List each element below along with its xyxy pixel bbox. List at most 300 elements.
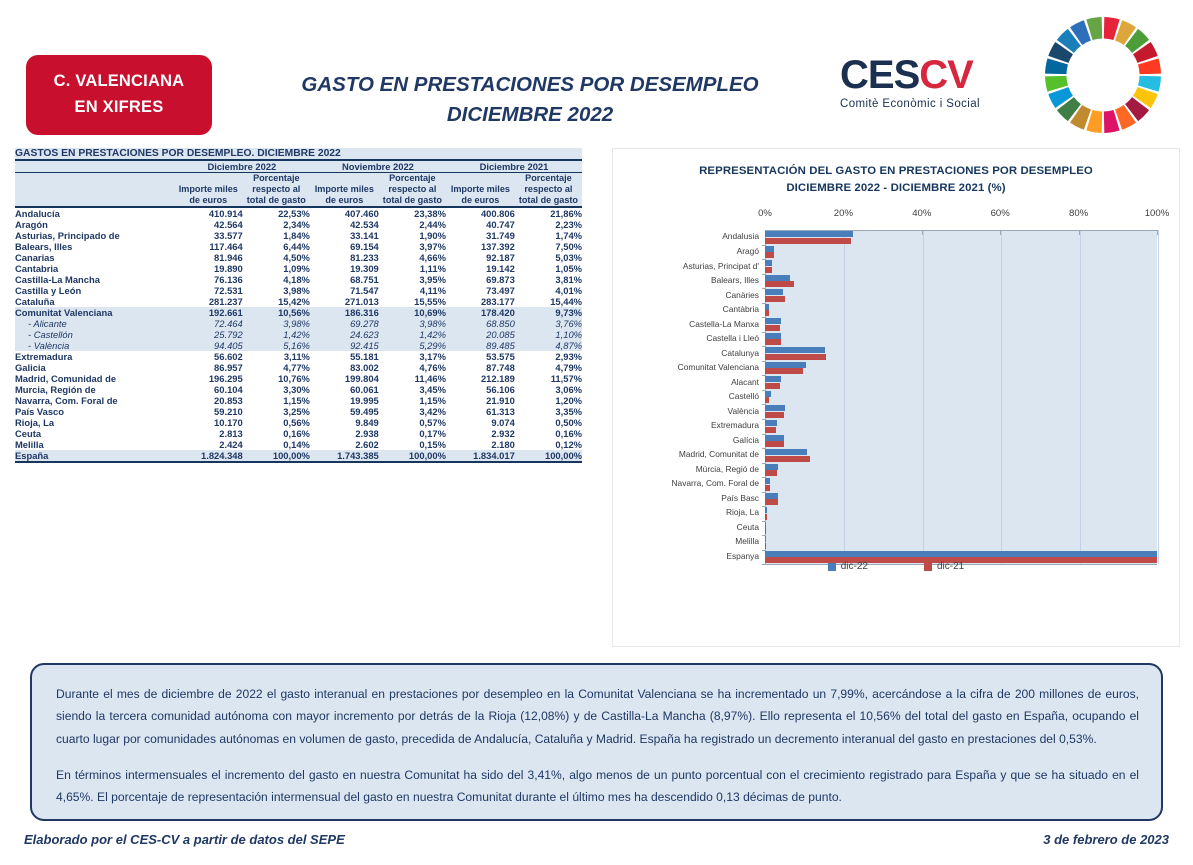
commentary-paragraph-1: Durante el mes de diciembre de 2022 el gasto interanual en prestaciones por desempleo en la Comunitat Valenciana se ha incrementado un 7,99%, acercándose a la cifra de 200 millones de euros, siendo la tercera comunidad autónoma con mayor incremento por detrás de la Rioja (12,08%) y de Castilla-La Mancha (8,97%). Ello representa el 10,56% del total del gasto en España, ocupando el cuarto lugar por comunidades autónomas en volumen de gasto, precedida de Andalucía, Cataluña y Madrid. España ha registrado un decremento interanual del gasto en prestaciones del 0,53%.: [56, 687, 1139, 746]
row-amount: 59.210: [214, 406, 243, 418]
table-row: [15, 417, 582, 428]
chart-bar[interactable]: [765, 252, 774, 258]
row-percentage: 3,76%: [515, 318, 582, 329]
group-header-dic-2021: Diciembre 2021: [446, 160, 582, 173]
row-amount: 20.853: [214, 395, 243, 407]
chart-bar[interactable]: [765, 470, 777, 476]
row-label: Balears, Illes: [15, 241, 73, 253]
chart-bar[interactable]: [765, 536, 766, 542]
row-percentage: 4,50%: [283, 252, 310, 264]
row-percentage: 3,25%: [283, 406, 310, 418]
row-percentage: 11,46%: [414, 373, 446, 385]
row-percentage: 1,11%: [419, 263, 446, 275]
badge-line-2: EN XIFRES: [74, 98, 164, 116]
y-category-label: Navarra, Com. Foral de: [671, 478, 759, 489]
y-category-label: Cantàbria: [722, 304, 759, 315]
chart-bar[interactable]: [765, 478, 770, 484]
table-row: [15, 384, 582, 395]
table-row: [15, 307, 582, 318]
y-category-label: Andalusia: [722, 231, 759, 242]
row-label: País Vasco: [15, 406, 64, 418]
row-amount: 1.743.385: [310, 450, 379, 462]
chart-bar[interactable]: [765, 397, 769, 403]
y-category-label: Canàries: [725, 289, 759, 300]
table-row: [15, 274, 582, 285]
row-label: España: [15, 450, 174, 462]
row-percentage: 4,77%: [283, 362, 310, 374]
table-row: [15, 207, 582, 219]
row-label: Castilla-La Mancha: [15, 274, 100, 286]
row-label: Comunitat Valenciana: [15, 307, 174, 318]
chart-bar[interactable]: [765, 522, 766, 528]
row-amount: 178.420: [446, 307, 515, 318]
row-percentage: 15,44%: [550, 296, 582, 308]
chart-bar[interactable]: [765, 347, 825, 353]
x-tick-label: 40%: [912, 208, 932, 220]
row-label: - Alicante: [15, 318, 174, 329]
expenditure-table: [15, 148, 582, 463]
row-amount: 69.154: [350, 241, 379, 253]
y-category-label: Castelló: [728, 391, 759, 402]
row-amount: 212.189: [480, 373, 515, 385]
row-label: - València: [15, 340, 174, 351]
row-percentage: 4,01%: [555, 285, 582, 297]
row-percentage: 0,12%: [555, 439, 582, 451]
x-tick-label: 0%: [758, 208, 772, 220]
table-row: [15, 230, 582, 241]
legend-item-dic-22[interactable]: [828, 561, 868, 572]
row-amount: 83.002: [350, 362, 379, 374]
table-row: [15, 296, 582, 307]
row-amount: 68.850: [446, 318, 515, 329]
row-percentage: 15,42%: [278, 296, 310, 308]
table-row: [15, 340, 582, 351]
row-amount: 10.170: [214, 417, 243, 429]
row-percentage: 15,55%: [414, 296, 446, 308]
table-row: [15, 318, 582, 329]
row-percentage: 3,98%: [283, 285, 310, 297]
row-amount: 9.849: [355, 417, 379, 429]
y-category-label: País Basc: [721, 492, 759, 503]
page-title-line-2: DICIEMBRE 2022: [446, 102, 614, 126]
row-label: Madrid, Comunidad de: [15, 373, 117, 385]
y-category-label: Melilla: [735, 536, 759, 547]
row-percentage: 1,09%: [283, 263, 310, 275]
sub-header-porcentaje-2: Porcentaje respecto al total de gasto: [379, 173, 446, 208]
footer-date: 3 de febrero de 2023: [1043, 832, 1169, 847]
chart-bar[interactable]: [765, 514, 767, 520]
row-amount: 25.792: [174, 329, 243, 340]
table-row: [15, 329, 582, 340]
table-row: [15, 252, 582, 263]
row-percentage: 1,15%: [419, 395, 446, 407]
row-percentage: 3,30%: [283, 384, 310, 396]
chart-bar[interactable]: [765, 246, 774, 252]
footer-source: Elaborado por el CES-CV a partir de datos del SEPE: [24, 832, 345, 847]
chart-bar[interactable]: [765, 304, 769, 310]
x-tick-label: 100%: [1144, 208, 1170, 220]
table-row: [15, 450, 582, 462]
row-percentage: 0,56%: [283, 417, 310, 429]
chart-bar[interactable]: [765, 296, 785, 302]
y-category-label: Galícia: [732, 434, 759, 445]
chart-gridline: [923, 230, 924, 564]
chart-bar[interactable]: [765, 551, 1157, 557]
logo-letters-cv: CV: [919, 53, 973, 97]
row-amount: 60.104: [214, 384, 243, 396]
row-label: Asturias, Principado de: [15, 230, 120, 242]
chart-bar[interactable]: [765, 427, 776, 433]
row-percentage: 10,76%: [278, 373, 310, 385]
row-percentage: 0,14%: [283, 439, 310, 451]
row-percentage: 1,15%: [283, 395, 310, 407]
row-percentage: 3,98%: [243, 318, 310, 329]
table-group-header-row: [15, 160, 582, 173]
y-category-label: Rioja, La: [725, 507, 759, 518]
row-percentage: 0,16%: [283, 428, 310, 440]
commentary-paragraph-2: En términos intermensuales el incremento del gasto en nuestra Comunitat ha sido del 3,41%, algo menos de un punto porcentual con el crecimiento registrado para España y que se ha situado en el 4,65%. El porcentaje de representación intermensual del gasto en nuestra Comunitat durante el último mes ha descendido 0,13 décimas de punto.: [56, 768, 1139, 805]
row-percentage: 0,57%: [419, 417, 446, 429]
sub-header-porcentaje-3: Porcentaje respecto al total de gasto: [515, 173, 582, 208]
legend-label-dic-22: dic-22: [840, 561, 868, 572]
table-row: [15, 439, 582, 450]
legend-swatch-dic-21: [924, 563, 932, 571]
commentary-box: [30, 663, 1163, 821]
legend-label-dic-21: dic-21: [937, 561, 965, 572]
expenditure-table-panel: [15, 148, 582, 463]
y-category-label: Comunitat Valenciana: [677, 362, 759, 373]
y-category-label: Castella-La Manxa: [689, 318, 759, 329]
row-amount: 61.313: [486, 406, 515, 418]
row-percentage: 2,34%: [283, 219, 310, 231]
table-row: [15, 285, 582, 296]
y-category-label: Ceuta: [736, 521, 759, 532]
sub-header-importe-3: Importe miles de euros: [446, 173, 515, 208]
chart-bar[interactable]: [765, 362, 806, 368]
row-amount: 71.547: [350, 285, 379, 297]
x-tick-mark: [1079, 230, 1080, 235]
row-label: - Castellón: [15, 329, 174, 340]
y-category-label: Espanya: [726, 550, 759, 561]
y-category-label: València: [727, 405, 759, 416]
row-percentage: 3,17%: [419, 351, 446, 363]
row-percentage: 3,35%: [555, 406, 582, 418]
sub-header-blank: [15, 173, 174, 208]
logo-letter-c: C: [840, 53, 868, 97]
chart-gridline: [1001, 230, 1002, 564]
chart-bar[interactable]: [765, 528, 766, 534]
row-amount: 407.460: [344, 208, 379, 220]
row-percentage: 2,23%: [555, 219, 582, 231]
row-amount: 76.136: [214, 274, 243, 286]
page-title-line-1: GASTO EN PRESTACIONES POR DESEMPLEO: [301, 73, 759, 96]
row-percentage: 5,29%: [379, 340, 446, 351]
chart-bar[interactable]: [765, 493, 778, 499]
row-amount: 56.106: [486, 384, 515, 396]
chart-bar[interactable]: [765, 368, 803, 374]
y-category-label: Aragó: [736, 246, 759, 256]
row-percentage: 100,00%: [515, 450, 582, 462]
row-amount: 117.464: [209, 241, 243, 253]
row-percentage: 1,42%: [379, 329, 446, 340]
row-label: Canarias: [15, 252, 55, 264]
row-percentage: 1,90%: [419, 230, 446, 242]
row-amount: 410.914: [208, 208, 243, 220]
chart-bar[interactable]: [765, 260, 772, 266]
table-body: [15, 207, 582, 462]
table-row: [15, 406, 582, 417]
logo-subtitle: Comitè Econòmic i Social: [840, 98, 980, 110]
row-amount: 69.278: [310, 318, 379, 329]
row-amount: 19.890: [214, 263, 243, 275]
row-amount: 33.577: [214, 230, 243, 242]
row-label: Aragón: [15, 219, 48, 231]
row-amount: 89.485: [446, 340, 515, 351]
row-amount: 87.748: [486, 362, 515, 374]
row-amount: 69.873: [486, 274, 515, 286]
row-amount: 20.085: [446, 329, 515, 340]
row-amount: 33.141: [350, 230, 379, 242]
chart-bar[interactable]: [765, 383, 780, 389]
row-amount: 60.061: [350, 384, 379, 396]
row-percentage: 3,11%: [283, 351, 310, 363]
row-amount: 81.946: [214, 252, 243, 264]
row-label: Cantabria: [15, 263, 59, 275]
row-amount: 55.181: [350, 351, 379, 363]
x-tick-label: 20%: [833, 208, 853, 220]
row-amount: 1.834.017: [446, 450, 515, 462]
row-amount: 68.751: [350, 274, 379, 286]
page-footer: [24, 832, 1169, 847]
chart-bar[interactable]: [765, 318, 781, 324]
row-amount: 196.295: [208, 373, 243, 385]
chart-bar[interactable]: [765, 464, 778, 470]
chart-title: [613, 163, 1179, 197]
row-percentage: 10,69%: [379, 307, 446, 318]
row-percentage: 1,10%: [515, 329, 582, 340]
chart-bar[interactable]: [765, 456, 810, 462]
legend-item-dic-21[interactable]: [924, 561, 964, 572]
chart-bar[interactable]: [765, 325, 780, 331]
row-amount: 199.804: [344, 373, 379, 385]
row-percentage: 4,18%: [283, 274, 310, 286]
chart-bar[interactable]: [765, 449, 807, 455]
table-row: [15, 351, 582, 362]
chart-bar[interactable]: [765, 441, 784, 447]
chart-bar[interactable]: [765, 507, 767, 513]
row-percentage: 9,73%: [515, 307, 582, 318]
table-row: [15, 362, 582, 373]
cescv-logo-text: [840, 55, 1015, 95]
row-percentage: 2,93%: [555, 351, 582, 363]
chart-bar[interactable]: [765, 499, 778, 505]
row-percentage: 1,42%: [243, 329, 310, 340]
row-percentage: 4,79%: [555, 362, 582, 374]
row-percentage: 4,76%: [419, 362, 446, 374]
row-percentage: 6,44%: [283, 241, 310, 253]
table-row: [15, 428, 582, 439]
row-percentage: 23,38%: [414, 208, 446, 220]
row-percentage: 0,50%: [555, 417, 582, 429]
table-sub-header-row: [15, 173, 582, 208]
table-row: [15, 395, 582, 406]
row-amount: 72.464: [174, 318, 243, 329]
row-percentage: 2,44%: [419, 219, 446, 231]
row-amount: 40.747: [486, 219, 515, 231]
chart-bar[interactable]: [765, 391, 771, 397]
y-category-label: Catalunya: [721, 347, 759, 358]
chart-legend: [613, 561, 1179, 572]
row-amount: 9.074: [491, 417, 515, 429]
x-tick-label: 60%: [990, 208, 1010, 220]
row-percentage: 3,06%: [555, 384, 582, 396]
row-amount: 271.013: [344, 296, 379, 308]
row-percentage: 100,00%: [379, 450, 446, 462]
table-title-row: [15, 148, 582, 160]
row-amount: 2.932: [491, 428, 515, 440]
chart-bar[interactable]: [765, 289, 783, 295]
chart-gridline: [1080, 230, 1081, 564]
row-label: Andalucía: [15, 208, 60, 220]
row-label: Extremadura: [15, 351, 73, 363]
x-tick-mark: [1000, 230, 1001, 235]
page-title: [250, 70, 810, 129]
table-title: GASTOS EN PRESTACIONES POR DESEMPLEO. DICIEMBRE 2022: [15, 148, 582, 160]
row-label: Murcia, Región de: [15, 384, 96, 396]
chart-bar[interactable]: [765, 281, 794, 287]
chart-bar[interactable]: [765, 412, 784, 418]
row-amount: 2.938: [355, 428, 379, 440]
chart-title-line-1: REPRESENTACIÓN DEL GASTO EN PRESTACIONES POR DESEMPLEO: [699, 165, 1093, 177]
row-amount: 92.415: [310, 340, 379, 351]
chart-bar[interactable]: [765, 275, 790, 281]
row-percentage: 3,95%: [419, 274, 446, 286]
row-amount: 81.233: [350, 252, 379, 264]
row-label: Navarra, Com. Foral de: [15, 395, 118, 407]
row-percentage: 3,45%: [419, 384, 446, 396]
row-percentage: 0,15%: [419, 439, 446, 451]
chart-bar[interactable]: [765, 333, 781, 339]
sdg-wheel-icon: [1040, 12, 1166, 138]
row-amount: 2.813: [219, 428, 243, 440]
row-percentage: 5,03%: [555, 252, 582, 264]
row-amount: 73.497: [486, 285, 515, 297]
y-category-label: Madrid, Comunitat de: [678, 449, 759, 460]
legend-swatch-dic-22: [828, 563, 836, 571]
table-row: [15, 373, 582, 384]
table-row: [15, 219, 582, 230]
row-amount: 42.564: [214, 219, 243, 231]
chart-bar[interactable]: [765, 354, 826, 360]
row-amount: 21.910: [486, 395, 515, 407]
row-percentage: 22,53%: [278, 208, 310, 220]
row-percentage: 1,84%: [283, 230, 310, 242]
sub-header-porcentaje-1: Porcentaje respecto al total de gasto: [243, 173, 310, 208]
chart-bar[interactable]: [765, 310, 769, 316]
row-amount: 56.602: [214, 351, 243, 363]
row-amount: 19.309: [350, 263, 379, 275]
chart-gridline: [1158, 230, 1159, 564]
x-tick-mark: [922, 230, 923, 235]
row-amount: 24.623: [310, 329, 379, 340]
y-category-label: Balears, Illes: [711, 275, 759, 286]
chart-bar[interactable]: [765, 543, 766, 549]
row-percentage: 3,81%: [555, 274, 582, 286]
chart-bar[interactable]: [765, 420, 777, 426]
row-percentage: 7,50%: [555, 241, 582, 253]
group-header-blank: [15, 160, 174, 173]
row-percentage: 1,20%: [555, 395, 582, 407]
chart-bar[interactable]: [765, 376, 781, 382]
row-percentage: 3,42%: [419, 406, 446, 418]
chart-bar[interactable]: [765, 231, 853, 237]
page-header: [0, 0, 1193, 146]
row-amount: 53.575: [486, 351, 515, 363]
chart-gridline: [844, 230, 845, 564]
row-label: Rioja, La: [15, 417, 55, 429]
row-percentage: 11,57%: [550, 373, 582, 385]
chart-bar[interactable]: [765, 435, 784, 441]
sub-header-importe-2: Importe miles de euros: [310, 173, 379, 208]
row-percentage: 4,66%: [419, 252, 446, 264]
publication-badge: [26, 55, 212, 135]
chart-bar[interactable]: [765, 405, 785, 411]
row-amount: 283.177: [480, 296, 515, 308]
row-amount: 94.405: [174, 340, 243, 351]
row-label: Melilla: [15, 439, 44, 451]
chart-bar[interactable]: [765, 267, 772, 273]
row-percentage: 21,86%: [550, 208, 582, 220]
y-category-label: Múrcia, Regió de: [695, 463, 759, 474]
row-percentage: 4,11%: [419, 285, 446, 297]
chart-plot-area: [765, 230, 1157, 564]
row-amount: 92.187: [486, 252, 515, 264]
row-amount: 186.316: [310, 307, 379, 318]
row-percentage: 100,00%: [243, 450, 310, 462]
row-amount: 2.602: [355, 439, 379, 451]
sub-header-importe-1: Importe miles de euros: [174, 173, 243, 208]
row-percentage: 5,16%: [243, 340, 310, 351]
row-amount: 86.957: [214, 362, 243, 374]
badge-line-1: C. VALENCIANA: [53, 72, 185, 91]
row-percentage: 3,98%: [379, 318, 446, 329]
row-amount: 2.180: [491, 439, 515, 451]
row-label: Ceuta: [15, 428, 42, 440]
table-row: [15, 241, 582, 252]
row-percentage: 1,05%: [555, 263, 582, 275]
row-label: Cataluña: [15, 296, 55, 308]
row-amount: 42.534: [350, 219, 379, 231]
row-amount: 59.495: [350, 406, 379, 418]
row-amount: 72.531: [214, 285, 243, 297]
row-amount: 192.661: [174, 307, 243, 318]
table-head: [15, 148, 582, 207]
row-percentage: 3,97%: [419, 241, 446, 253]
row-amount: 2.424: [219, 439, 243, 451]
table-row: [15, 263, 582, 274]
row-amount: 31.749: [486, 230, 515, 242]
chart-bar[interactable]: [765, 238, 851, 244]
row-amount: 19.995: [350, 395, 379, 407]
y-category-label: Extremadura: [711, 420, 759, 431]
row-percentage: 4,87%: [515, 340, 582, 351]
chart-bar[interactable]: [765, 485, 770, 491]
group-header-nov-2022: Noviembre 2022: [310, 160, 446, 173]
x-tick-label: 80%: [1068, 208, 1089, 220]
chart-bar[interactable]: [765, 339, 781, 345]
chart-subtitle: DICIEMBRE 2022 - DICIEMBRE 2021 (%): [786, 182, 1006, 195]
row-amount: 1.824.348: [174, 450, 243, 462]
